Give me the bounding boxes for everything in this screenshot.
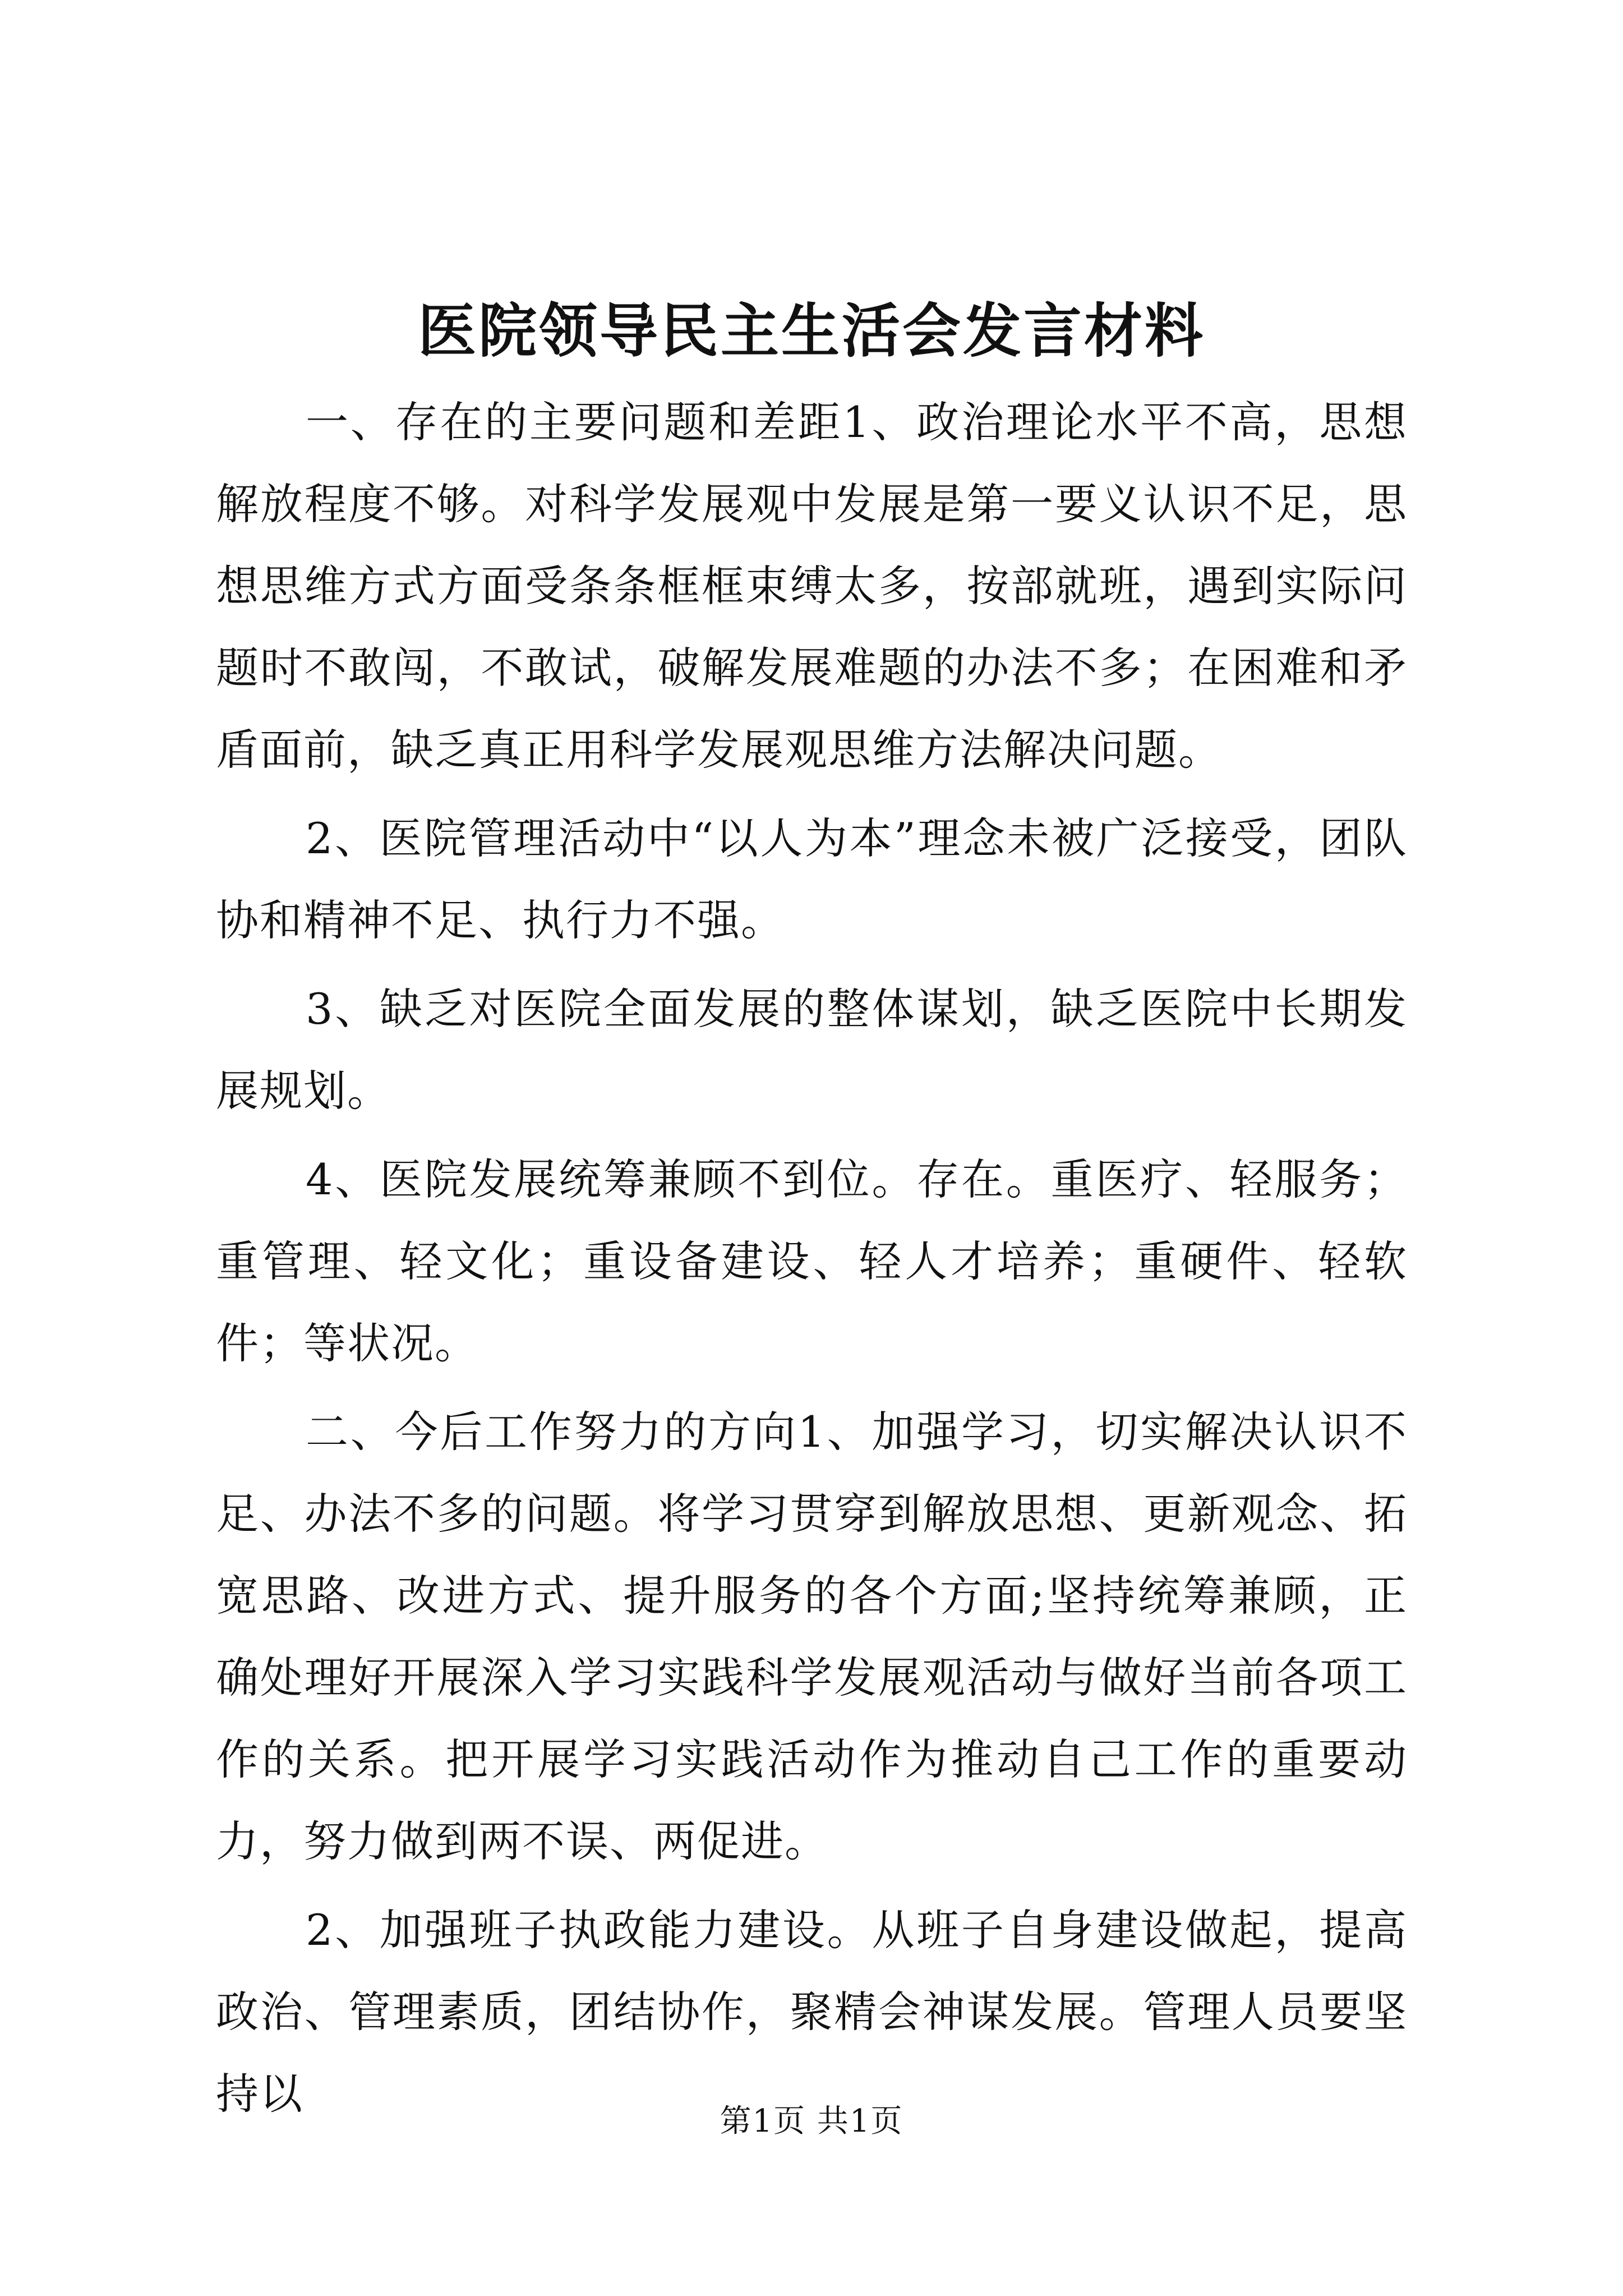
paragraph-4: 4、医院发展统筹兼顾不到位。存在。重医疗、轻服务；重管理、轻文化；重设备建设、轻人才培养；重硬件、轻软件；等状况。 bbox=[216, 1154, 1408, 1368]
document-body bbox=[216, 381, 1408, 2142]
page-footer: 第1页 共1页 bbox=[720, 2103, 903, 2139]
document-title: 医院领导民主生活会发言材料 bbox=[417, 296, 1205, 365]
paragraph-3: 3、缺乏对医院全面发展的整体谋划，缺乏医院中长期发展规划。 bbox=[216, 984, 1408, 1116]
paragraph-6: 2、加强班子执政能力建设。从班子自身建设做起，提高政治、管理素质，团结协作，聚精会神谋发展。管理人员要坚持以 bbox=[216, 1905, 1408, 2119]
paragraph-5: 二、今后工作努力的方向1、加强学习，切实解决认识不足、办法不多的问题。将学习贯穿到解放思想、更新观念、拓宽思路、改进方式、提升服务的各个方面;坚持统筹兼顾，正确处理好开展深入学习实践科学发展观活动与做好当前各项工作的关系。把开展学习实践活动作为推动自己工作的重要动力，努力做到两不误、两促进。 bbox=[216, 1407, 1408, 1866]
paragraph-1: 一、存在的主要问题和差距1、政治理论水平不高，思想解放程度不够。对科学发展观中发展是第一要义认识不足，思想思维方式方面受条条框框束缚太多，按部就班，遇到实际问题时不敢闯，不敢试，破解发展难题的办法不多；在困难和矛盾面前，缺乏真正用科学发展观思维方法解决问题。 bbox=[216, 397, 1408, 775]
paragraph-2: 2、医院管理活动中“以人为本”理念未被广泛接受，团队协和精神不足、执行力不强。 bbox=[216, 813, 1408, 945]
